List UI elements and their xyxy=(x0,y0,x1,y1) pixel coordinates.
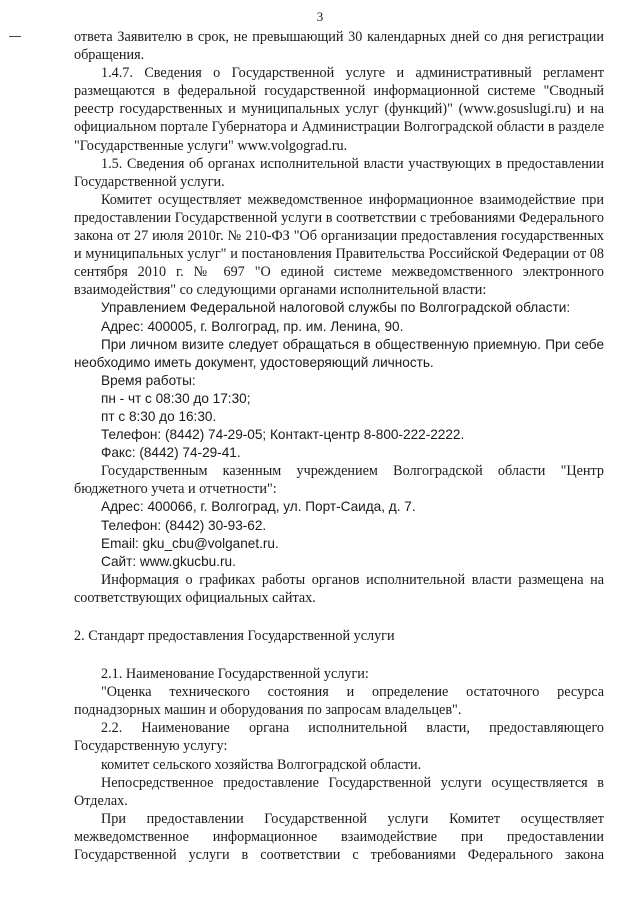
paragraph-1-4-7: 1.4.7. Сведения о Государственной услуге и административный регламент размещаются в федеральной государственной информационной системе "Сводный реестр государственных и муниципальных услуг (функций)" (www.gosuslugi.ru) и на официальном портале Губернатора и Администрации Волгоградской области в разделе "Государственные услуги" www.volgograd.ru. xyxy=(74,65,604,154)
paragraph-cbu-address: Адрес: 400066, г. Волгоград, ул. Порт-Саида, д. 7. xyxy=(101,499,416,515)
paragraph-committee: комитет сельского хозяйства Волгоградской области. xyxy=(101,756,422,773)
paragraph-interaction-2: При предоставлении Государственной услуги Комитет осуществляет межведомственное информационное взаимодействие при предоставлении Государственной услуги в соответствии с требованиями Федерального закона xyxy=(74,810,604,864)
paragraph-visit-note: При личном визите следует обращаться в общественную приемную. При себе необходимо иметь документ, удостоверяющий личность. xyxy=(74,336,604,370)
paragraph-hours-mon-thu: пн - чт с 08:30 до 17:30; xyxy=(101,390,251,406)
paragraph-1-5: 1.5. Сведения об органах исполнительной власти участвующих в предоставлении Государственной услуги. xyxy=(74,155,604,190)
paragraph-tax-phone: Телефон: (8442) 74-29-05; Контакт-центр 8-800-222-2222. xyxy=(101,427,465,443)
paragraph-2-2: 2.2. Наименование органа исполнительной власти, предоставляющего Государственную услугу: xyxy=(74,720,604,755)
paragraph-work-hours-label: Время работы: xyxy=(101,372,196,388)
page-number: 3 xyxy=(316,9,324,24)
section-heading: 2. Стандарт предоставления Государственной услуги xyxy=(74,628,395,644)
margin-mark xyxy=(9,36,21,37)
paragraph-service-name: "Оценка технического состояния и определение остаточного ресурса поднадзорных машин и оборудования по запросам владельцев". xyxy=(74,684,604,719)
paragraph-tax-address: Адрес: 400005, г. Волгоград, пр. им. Ленина, 90. xyxy=(101,318,404,334)
document-body xyxy=(74,28,604,864)
paragraph-cbu: Государственным казенным учреждением Волгоградской области "Центр бюджетного учета и отчетности": xyxy=(74,463,604,498)
paragraph-schedule-info: Информация о графиках работы органов исполнительной власти размещена на соответствующих официальных сайтах. xyxy=(74,571,604,606)
paragraph-interaction: Комитет осуществляет межведомственное информационное взаимодействие при предоставлении Государственной услуги в соответствии с требованиями Федерального закона от 27 июля 2010г. № 210-ФЗ "Об организации предоставления государственных и муниципальных услуг" и постановления Правительства Российской Федерации от 08 сентября 2010 г. № 697 "О единой системе межведомственного электронного взаимодействия" со следующими органами исполнительной власти: xyxy=(74,191,604,299)
paragraph-cbu-site: Сайт: www.gkucbu.ru. xyxy=(101,553,236,569)
paragraph-cbu-phone: Телефон: (8442) 30-93-62. xyxy=(101,517,267,533)
paragraph-tax-fax: Факс: (8442) 74-29-41. xyxy=(101,445,241,461)
paragraph-tax-service: Управлением Федеральной налоговой службы по Волгоградской области: xyxy=(101,300,571,316)
paragraph-cbu-email: Email: gku_cbu@volganet.ru. xyxy=(101,535,279,551)
paragraph-2-1: 2.1. Наименование Государственной услуги: xyxy=(101,666,369,683)
paragraph-direct-provision: Непосредственное предоставление Государственной услуги осуществляется в Отделах. xyxy=(74,774,604,809)
paragraph-response-term: ответа Заявителю в срок, не превышающий 30 календарных дней со дня регистрации обращения. xyxy=(74,29,604,64)
paragraph-hours-fri: пт с 8:30 до 16:30. xyxy=(101,408,217,424)
